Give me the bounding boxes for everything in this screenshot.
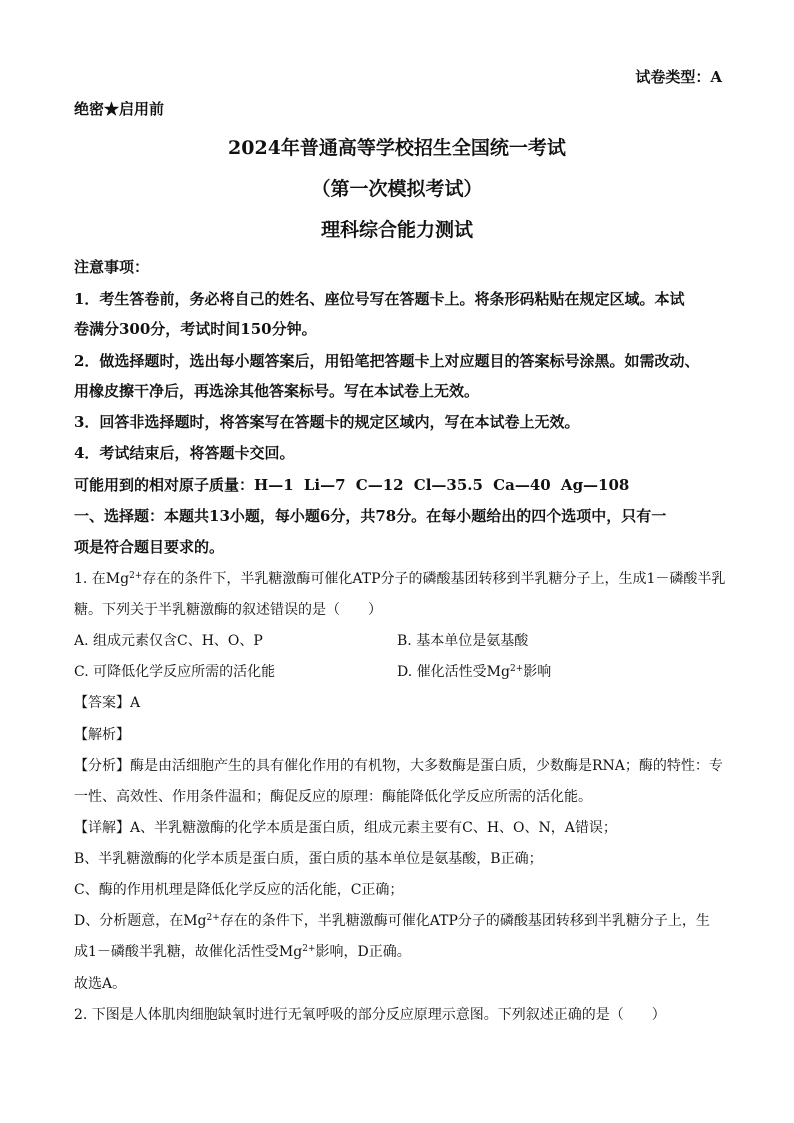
- detail-d-line-1: D、分析题意，在$Mg^{2+}$存在的条件下，半乳糖激酶可催化ATP分子的磷酸基团转移到半乳糖分子上，生: [74, 913, 710, 929]
- note-2-line-1: 2．做选择题时，选出每小题答案后，用铅笔把答题卡上对应题目的答案标号涂黑。如需改动、: [74, 352, 700, 370]
- note-4: 4．考试结束后，将答题卡交回。: [74, 444, 295, 462]
- analysis-line-1: 【分析】酶是由活细胞产生的具有催化作用的有机物，大多数酶是蛋白质，少数酶是RNA；酶的特性：专: [74, 758, 723, 774]
- analysis-heading: 【解析】: [74, 727, 130, 743]
- note-3: 3．回答非选择题时，将答案写在答题卡的规定区域内，写在本试卷上无效。: [74, 413, 580, 431]
- atomic-mass-values: H—1 Li—7 C—12 Cl—35.5 Ca—40 Ag—108: [254, 476, 630, 494]
- question-1-stem-line-1: 1. 在$Mg^{2+}$存在的条件下，半乳糖激酶可催化ATP分子的磷酸基团转移到半乳糖分子上，生成1－磷酸半乳: [74, 571, 726, 587]
- note-1-line-2: 卷满分300分，考试时间150分钟。: [74, 320, 317, 338]
- analysis-line-2: 一性、高效性、作用条件温和；酶促反应的原理：酶能降低化学反应所需的活化能。: [74, 789, 592, 805]
- paper-type: 试卷类型：A: [635, 68, 722, 86]
- option-a: A. 组成元素仅含C、H、O、P: [74, 633, 263, 649]
- option-b: B. 基本单位是氨基酸: [397, 633, 529, 649]
- option-c: C. 可降低化学反应所需的活化能: [74, 664, 276, 680]
- detail-b: B、半乳糖激酶的化学本质是蛋白质，蛋白质的基本单位是氨基酸，B正确；: [74, 851, 543, 867]
- note-2-line-2: 用橡皮擦干净后，再选涂其他答案标号。写在本试卷上无效。: [74, 382, 480, 400]
- notes-heading: 注意事项：: [74, 258, 150, 276]
- question-2-stem: 2. 下图是人体肌肉细胞缺氧时进行无氧呼吸的部分反应原理示意图。下列叙述正确的是（ ）: [74, 1007, 666, 1023]
- exam-subject: 理科综合能力测试: [320, 219, 473, 241]
- confidential-mark: 绝密★启用前: [74, 100, 165, 118]
- section-heading-line-2: 项是符合题目要求的。: [74, 538, 225, 556]
- atomic-mass-line: [74, 474, 629, 495]
- answer-line: 【答案】A: [74, 695, 141, 711]
- question-1-stem-line-2: 糖。下列关于半乳糖激酶的叙述错误的是（ ）: [74, 602, 382, 618]
- note-1-line-1: 1．考生答卷前，务必将自己的姓名、座位号写在答题卡上。将条形码粘贴在规定区域。本试: [74, 290, 685, 308]
- section-heading-line-1: 一、选择题：本题共13小题，每小题6分，共78分。在每小题给出的四个选项中，只有一: [74, 507, 667, 525]
- conclusion: 故选A。: [74, 976, 127, 992]
- detail-d-line-2: 成1－磷酸半乳糖，故催化活性受$Mg^{2+}$影响，D正确。: [74, 944, 411, 960]
- detail-c: C、酶的作用机理是降低化学反应的活化能，C正确；: [74, 882, 404, 898]
- atomic-mass-label: 可能用到的相对原子质量：: [74, 476, 255, 494]
- exam-subtitle: （第一次模拟考试）: [311, 178, 483, 200]
- detail-a: 【详解】A、半乳糖激酶的化学本质是蛋白质，组成元素主要有C、H、O、N，A错误；: [74, 820, 617, 836]
- exam-title: 2024年普通高等学校招生全国统一考试: [228, 137, 566, 159]
- option-d: D. 催化活性受$Mg^{2+}$影响: [397, 664, 552, 680]
